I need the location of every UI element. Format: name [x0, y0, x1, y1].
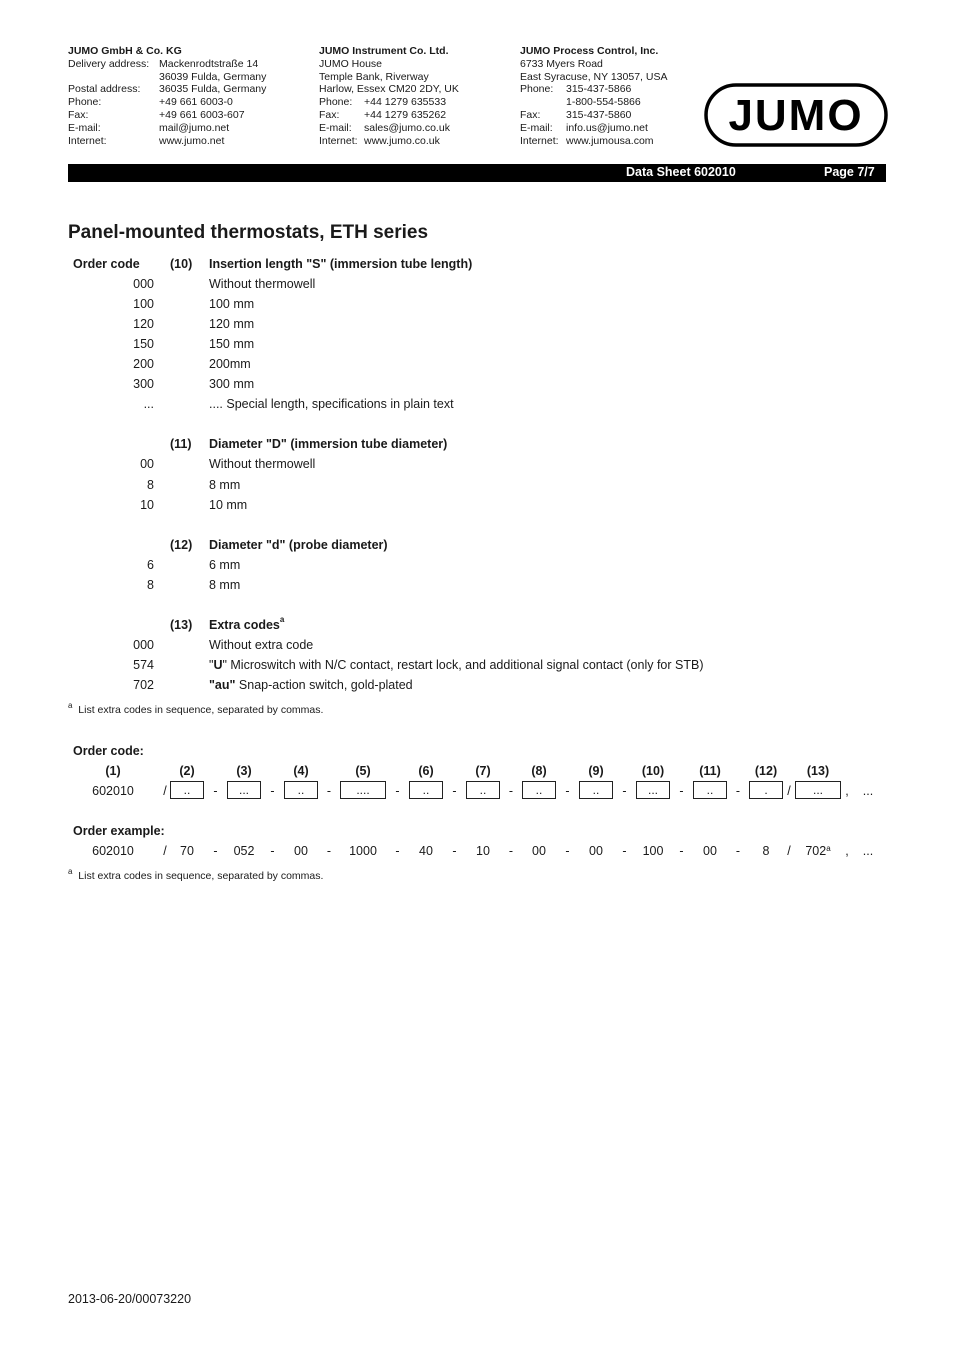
order-code-field: ..	[409, 781, 443, 799]
code-description: 120 mm	[209, 317, 255, 331]
order-code-field: ..	[522, 781, 556, 799]
order-code-field: ..	[170, 781, 204, 799]
code-description: "au" Snap-action switch, gold-plated	[209, 678, 413, 692]
order-code-field: .	[749, 781, 783, 799]
code-value: 8	[147, 478, 154, 492]
code-value: 150	[133, 337, 154, 351]
phone-number: +49 661 6003-0	[159, 96, 233, 109]
order-example-separator: -	[452, 844, 457, 858]
email-label: E-mail:	[319, 121, 352, 134]
order-code-label: Order code:	[73, 744, 144, 758]
address-line: Harlow, Essex CM20 2DY, UK	[319, 83, 459, 96]
internet-label: Internet:	[319, 134, 358, 147]
fax-number: +44 1279 635262	[364, 108, 447, 121]
code-value: 300	[133, 377, 154, 391]
code-value: 000	[133, 638, 154, 652]
section-heading: Diameter "D" (immersion tube diameter)	[209, 437, 448, 451]
email-label: E-mail:	[68, 121, 101, 134]
order-example-separator: /	[163, 844, 167, 858]
order-code-separator: -	[565, 784, 570, 798]
order-example-value: 052	[233, 844, 255, 858]
order-code-field: ....	[340, 781, 386, 799]
footnote-ref: a	[826, 844, 831, 853]
order-example-value: 70	[180, 844, 194, 858]
fax-number: 315-437-5860	[566, 108, 632, 121]
datasheet-number: Data Sheet 602010	[626, 165, 736, 179]
order-example-value: 00	[532, 844, 546, 858]
order-example-value: 00	[703, 844, 717, 858]
website-link[interactable]: www.jumousa.com	[566, 134, 654, 147]
address-line: East Syracuse, NY 13057, USA	[520, 70, 668, 83]
section-number: (12)	[170, 538, 193, 552]
order-example-separator: -	[508, 844, 514, 858]
order-code-field: ..	[579, 781, 613, 799]
order-code-position-label: (2)	[179, 764, 195, 778]
fax-number: +49 661 6003-607	[159, 108, 245, 121]
order-code-position-label: (5)	[355, 764, 371, 778]
order-code-base: 602010	[92, 784, 134, 798]
internet-label: Internet:	[68, 134, 107, 147]
code-value: 100	[133, 297, 154, 311]
order-code-position-label: (12)	[754, 764, 778, 778]
code-description: .... Special length, specifications in plain text	[209, 397, 454, 411]
order-code-position-label: (4)	[293, 764, 309, 778]
internet-label: Internet:	[520, 134, 559, 147]
logo-text: JUMO	[728, 91, 864, 140]
email-label: E-mail:	[520, 121, 553, 134]
code-value: 8	[147, 578, 154, 592]
order-example-separator: -	[213, 844, 218, 858]
order-code-position-label: (9)	[588, 764, 604, 778]
delivery-line1: Mackenrodtstraße 14	[159, 57, 259, 70]
order-code-separator: /	[163, 784, 167, 798]
order-example-value: 100	[642, 844, 664, 858]
section-number: (11)	[170, 437, 192, 451]
jumo-logo	[704, 83, 888, 147]
code-value: 00	[140, 457, 154, 471]
code-description: 6 mm	[209, 558, 241, 572]
order-code-separator: -	[395, 784, 400, 798]
phone-label: Phone:	[520, 83, 554, 96]
order-code-field: ..	[466, 781, 500, 799]
order-code-position-label: (7)	[475, 764, 491, 778]
order-example-separator: -	[395, 844, 400, 858]
code-value: 10	[140, 498, 154, 512]
order-code-separator: -	[622, 784, 627, 798]
website-link[interactable]: www.jumo.net	[159, 134, 225, 147]
email-link[interactable]: info.us@jumo.net	[566, 121, 648, 134]
section-number: (13)	[170, 618, 193, 632]
address-jumo-uk	[319, 45, 459, 147]
address-jumo-gmbh	[68, 45, 266, 147]
code-value: ...	[143, 397, 154, 411]
code-description: 8 mm	[209, 478, 241, 492]
document-id: 2013-06-20/00073220	[68, 1292, 192, 1306]
fax-label: Fax:	[68, 108, 89, 121]
order-code-position-label: (11)	[699, 764, 721, 778]
page-number: Page 7/7	[824, 165, 875, 179]
postal-label: Postal address:	[68, 83, 141, 96]
code-value: 574	[133, 658, 154, 672]
page-title: Panel-mounted thermostats, ETH series	[68, 222, 429, 243]
order-example-separator: /	[787, 844, 791, 858]
order-example-separator: -	[326, 844, 332, 858]
footnote-ref: a	[279, 615, 285, 624]
email-link[interactable]: mail@jumo.net	[159, 121, 230, 134]
order-example-value: 00	[589, 844, 603, 858]
footnote: $^a$ List extra codes in sequence, separated by commas.	[68, 701, 324, 716]
order-code-position-label: (1)	[105, 764, 121, 778]
delivery-label: Delivery address:	[68, 57, 150, 70]
order-example-separator: -	[735, 844, 741, 858]
order-code-field: ..	[693, 781, 727, 799]
order-code-separator: -	[270, 784, 275, 798]
code-description: 150 mm	[209, 337, 255, 351]
order-example-value: 00	[294, 844, 308, 858]
order-code-separator: -	[326, 784, 332, 798]
phone-label: Phone:	[319, 96, 353, 109]
order-code-separator: -	[508, 784, 514, 798]
company-name: JUMO GmbH & Co. KG	[68, 45, 182, 57]
order-example-separator: -	[679, 844, 684, 858]
order-example-comma: ,	[845, 844, 849, 858]
section-heading: Diameter "d" (probe diameter)	[209, 538, 388, 552]
phone-number: 315-437-5866	[566, 83, 632, 96]
order-code-field: ..	[284, 781, 318, 799]
website-link[interactable]: www.jumo.co.uk	[364, 134, 440, 147]
order-example-base: 602010	[92, 844, 134, 858]
code-description: Without thermowell	[209, 457, 316, 471]
order-code-separator: -	[679, 784, 684, 798]
section-number: (10)	[170, 257, 193, 271]
section-heading: Extra codes$^a$	[209, 615, 285, 632]
order-example-separator: -	[270, 844, 275, 858]
code-value: 120	[133, 317, 154, 331]
email-link[interactable]: sales@jumo.co.uk	[364, 121, 450, 134]
code-description: 8 mm	[209, 578, 241, 592]
order-code-trail: ...	[862, 784, 874, 798]
order-code-column-label: Order code	[73, 257, 140, 271]
order-code-field: ...	[795, 781, 841, 799]
company-name: JUMO Instrument Co. Ltd.	[319, 45, 449, 57]
order-example-value: 10	[476, 844, 490, 858]
code-value: 200	[133, 357, 154, 371]
order-example-value: 40	[419, 844, 433, 858]
fax-label: Fax:	[520, 108, 541, 121]
order-example-separator: -	[565, 844, 570, 858]
order-code-position-label: (6)	[418, 764, 434, 778]
code-description: 100 mm	[209, 297, 255, 311]
order-example-value: 8	[762, 844, 770, 858]
phone-number: +44 1279 635533	[364, 96, 447, 109]
code-description: Without thermowell	[209, 277, 316, 291]
order-code-position-label: (13)	[806, 764, 830, 778]
order-code-position-label: (8)	[531, 764, 547, 778]
code-value: 702	[133, 678, 154, 692]
order-code-field: ...	[636, 781, 670, 799]
order-code-separator: -	[213, 784, 218, 798]
delivery-line2: 36039 Fulda, Germany	[159, 70, 267, 83]
order-code-field: ...	[227, 781, 261, 799]
address-line: Temple Bank, Riverway	[319, 70, 429, 83]
order-code-separator: -	[452, 784, 457, 798]
order-code-separator: -	[735, 784, 741, 798]
code-description: 200mm	[209, 357, 251, 371]
address-line: JUMO House	[319, 57, 383, 70]
phone-number-tollfree: 1-800-554-5866	[566, 96, 641, 109]
code-description: 10 mm	[209, 498, 248, 512]
code-value: 6	[147, 558, 154, 572]
order-code-comma: ,	[845, 784, 849, 798]
order-example-value: 1000	[349, 844, 377, 858]
code-description: "U" Microswitch with N/C contact, restart lock, and additional signal contact (only for STB)	[209, 658, 704, 672]
section-heading: Insertion length "S" (immersion tube length)	[209, 257, 473, 271]
order-code-position-label: (3)	[236, 764, 252, 778]
datasheet-bar	[68, 164, 886, 182]
order-example-label: Order example:	[73, 824, 165, 838]
postal-address: 36035 Fulda, Germany	[159, 83, 267, 96]
footnote: $^a$ List extra codes in sequence, separated by commas.	[68, 867, 324, 882]
code-description: 300 mm	[209, 377, 255, 391]
address-jumo-usa	[520, 45, 667, 147]
order-example-value: 702$^a$	[805, 844, 831, 858]
company-name: JUMO Process Control, Inc.	[520, 45, 659, 57]
order-code-separator: /	[787, 784, 791, 798]
order-example-trail: ...	[862, 844, 874, 858]
phone-label: Phone:	[68, 96, 102, 109]
fax-label: Fax:	[319, 108, 340, 121]
order-example-separator: -	[622, 844, 627, 858]
address-line: 6733 Myers Road	[520, 57, 603, 70]
order-code-position-label: (10)	[641, 764, 665, 778]
code-description: Without extra code	[209, 638, 314, 652]
code-value: 000	[133, 277, 154, 291]
